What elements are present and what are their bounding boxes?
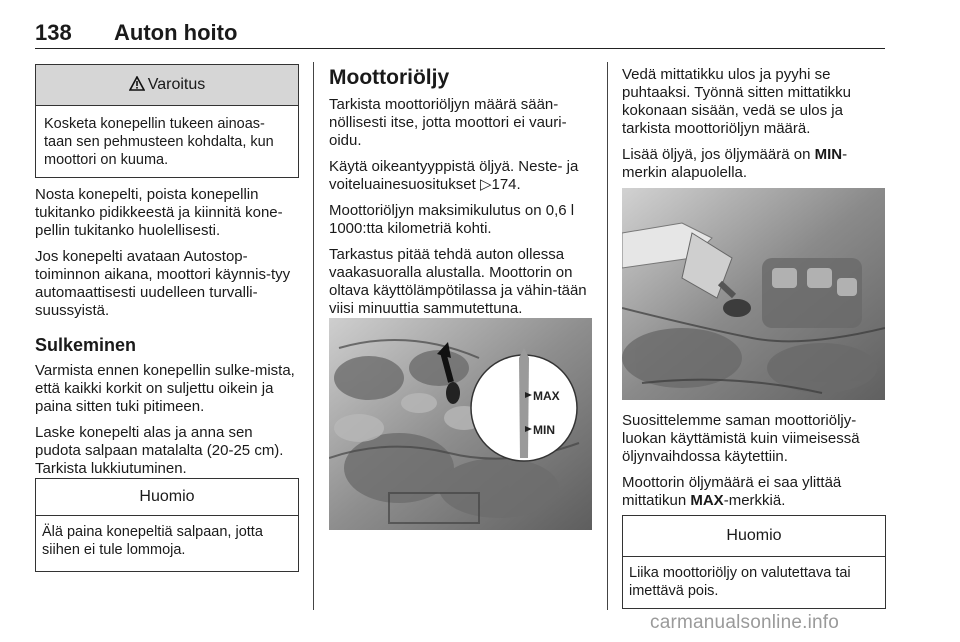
watermark: carmanualsonline.info <box>650 612 840 633</box>
paragraph-pull-dipstick: Vedä mittatikku ulos ja pyyhi se puhtaaksi. Työnnä sitten mittatikku kokonaan sisään, vedä se ulos ja tarkista moottoriöljyn määrä. <box>622 66 852 137</box>
right-column-top <box>622 66 890 190</box>
warning-triangle-icon <box>129 76 145 91</box>
left-column-text <box>35 186 301 486</box>
paragraph-add-oil <box>622 146 890 182</box>
warning-text: Kosketa konepellin tukeen ainoas-taan sen pehmusteen kohdalta, kun moottori on kuuma. <box>44 116 274 168</box>
paragraph-autostop: Jos konepelti avataan Autostop-toiminnon aikana, moottori käynnis-tyy automaattisesti uudelleen turvalli-suussyistä. <box>35 248 291 319</box>
paragraph-check-caps: Varmista ennen konepellin sulke-mista, että kaikki korkit on suljettu oikein ja paina sitten tuki pitimeen. <box>35 362 295 415</box>
page-header <box>35 14 885 49</box>
note-box-left-text: Älä paina konepeltiä salpaan, jotta siihen ei tule lommoja. <box>42 524 263 558</box>
paragraph-oil-type <box>329 158 597 194</box>
oil-type-text: Käytä oikeantyyppistä öljyä. Neste- ja voiteluainesuositukset <box>329 158 579 193</box>
note-box-left-header: Huomio <box>36 479 298 516</box>
dipstick-min-label: MIN <box>533 423 555 437</box>
dipstick-max-label: MAX <box>533 389 560 403</box>
min-mark: MIN <box>814 146 843 163</box>
column-divider-right <box>607 62 608 610</box>
add-oil-suffix: -merkin alapuolella. <box>622 146 848 181</box>
oil-filling-image <box>622 188 885 400</box>
do-not-exceed-text: Moottorin öljymäärä ei saa ylittää mittatikun <box>622 474 842 509</box>
add-oil-text: Lisää öljyä, jos öljymäärä on <box>622 146 815 163</box>
paragraph-do-not-exceed <box>622 474 890 510</box>
warning-box <box>35 64 299 178</box>
paragraph-recommend-oil: Suosittelemme saman moottoriöljy-luokan käyttämistä kuin viimeisessä öljynvaihdossa käytettiin. <box>622 412 860 465</box>
chapter-title: Auton hoito <box>114 20 238 45</box>
note-box-right-header: Huomio <box>623 516 885 557</box>
max-mark: MAX <box>690 492 724 509</box>
section-heading-closing: Sulkeminen <box>35 335 137 355</box>
page-number: 138 <box>35 20 72 45</box>
page-reference[interactable]: 174. <box>491 176 521 193</box>
paragraph-oil-consumption: Moottoriöljyn maksimikulutus on 0,6 l 1000:tta kilometriä kohti. <box>329 202 575 237</box>
warning-box-header <box>36 65 298 106</box>
note-box-right <box>622 515 886 609</box>
note-box-left <box>35 478 299 572</box>
warning-title: Varoitus <box>147 76 206 93</box>
dipstick-image <box>329 318 592 530</box>
middle-column-text <box>329 66 597 326</box>
right-column-bottom <box>622 412 890 518</box>
note-box-right-text: Liika moottoriöljy on valutettava tai imettävä pois. <box>629 565 851 599</box>
do-not-exceed-suffix: -merkkiä. <box>723 492 786 509</box>
section-heading-engine-oil: Moottoriöljy <box>329 66 450 89</box>
column-divider-left <box>313 62 314 610</box>
paragraph-lower-hood: Laske konepelti alas ja anna sen pudota salpaan matalalta (20-25 cm). Tarkista lukkiutuminen. <box>35 424 284 477</box>
page-ref-arrow-icon: ▷ <box>479 176 492 193</box>
paragraph-check-oil: Tarkista moottoriöljyn määrä sään-nöllisesti itse, jotta moottori ei vauri-oidu. <box>329 96 567 149</box>
paragraph-lift-hood: Nosta konepelti, poista konepellin tukitanko pidikkeestä ja kiinnitä kone-pellin tukitanko huolellisesti. <box>35 186 283 239</box>
paragraph-check-conditions: Tarkastus pitää tehdä auton ollessa vaakasuoralla alustalla. Moottorin on oltava käyttölämpötilassa ja vähin-tään viisi minuuttia sammutettuna. <box>329 246 587 317</box>
